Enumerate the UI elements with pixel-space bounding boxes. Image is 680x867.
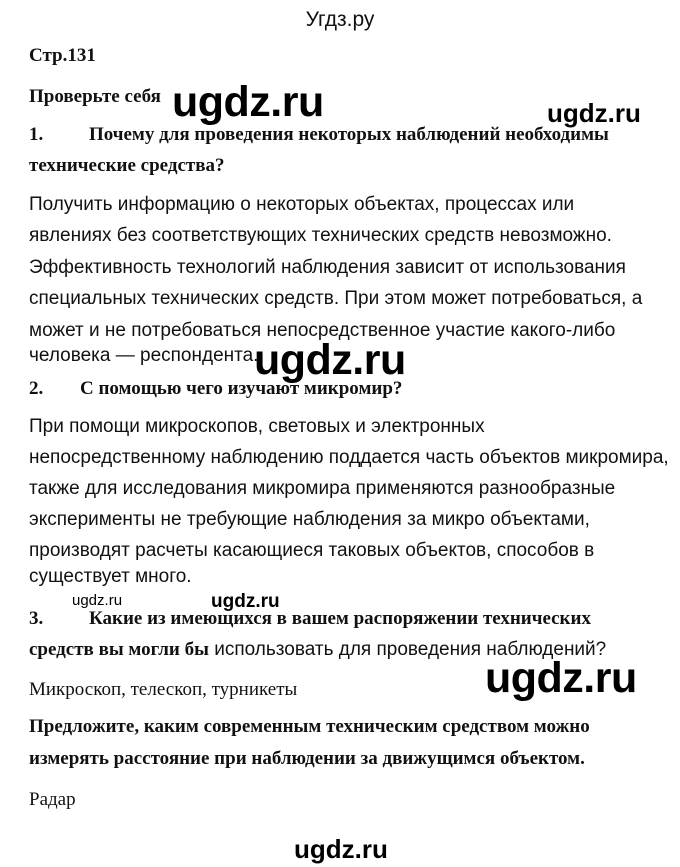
answer-3-line: Микроскоп, телескоп, турникеты — [29, 679, 298, 700]
answer-1-line: Эффективность технологий наблюдения зависит от использования — [29, 257, 626, 278]
answer-1-line: явлениях без соответствующих технических средств невозможно. — [29, 225, 612, 246]
question-3-text-regular: использовать для проведения наблюдений? — [208, 639, 607, 660]
watermark: ugdz.ru — [72, 592, 123, 609]
task-text-cont: измерять расстояние при наблюдении за движущимся объектом. — [29, 748, 585, 769]
answer-1-line: Получить информацию о некоторых объектах, процессах или — [29, 194, 575, 215]
page-label: Стр.131 — [29, 45, 96, 66]
task-text: Предложите, каким современным техническим средством можно — [29, 716, 590, 737]
question-1-text: Почему для проведения некоторых наблюдений необходимы — [89, 124, 609, 145]
answer-1-line: специальных технических средств. При этом может потребоваться, а — [29, 288, 643, 309]
watermark: ugdz.ru — [294, 834, 388, 864]
watermark: ugdz.ru — [485, 654, 637, 702]
answer-1-line: человека — респондента. — [29, 345, 259, 366]
section-title: Проверьте себя — [29, 86, 161, 107]
question-2-number: 2. — [29, 378, 44, 399]
answer-2-line: также для исследования микромира применяются разнообразные — [29, 478, 616, 499]
question-1-number: 1. — [29, 124, 44, 145]
task-answer: Радар — [29, 789, 76, 810]
answer-2-line: непосредственному наблюдению поддается часть объектов микромира, — [29, 447, 669, 468]
watermark: ugdz.ru — [547, 98, 641, 128]
question-3-number: 3. — [29, 608, 44, 629]
answer-2-line: При помощи микроскопов, световых и электронных — [29, 416, 485, 437]
question-3-text-bold: средств вы могли бы — [29, 639, 209, 660]
question-1-text-cont: технические средства? — [29, 155, 225, 176]
question-3-text: Какие из имеющихся в вашем распоряжении технических — [89, 608, 591, 629]
answer-2-line: производят расчеты касающиеся таковых объектов, способов в — [29, 540, 595, 561]
watermark: ugdz.ru — [254, 336, 406, 384]
answer-2-line: существует много. — [29, 566, 192, 587]
watermark: ugdz.ru — [211, 591, 280, 612]
watermark: ugdz.ru — [172, 78, 324, 126]
answer-2-line: эксперименты не требующие наблюдения за микро объектами, — [29, 509, 590, 530]
answer-1-line: может и не потребоваться непосредственное участие какого-либо — [29, 320, 616, 341]
site-title: Угдз.ру — [305, 8, 375, 31]
question-2-text: С помощью чего изучают микромир? — [80, 378, 403, 399]
